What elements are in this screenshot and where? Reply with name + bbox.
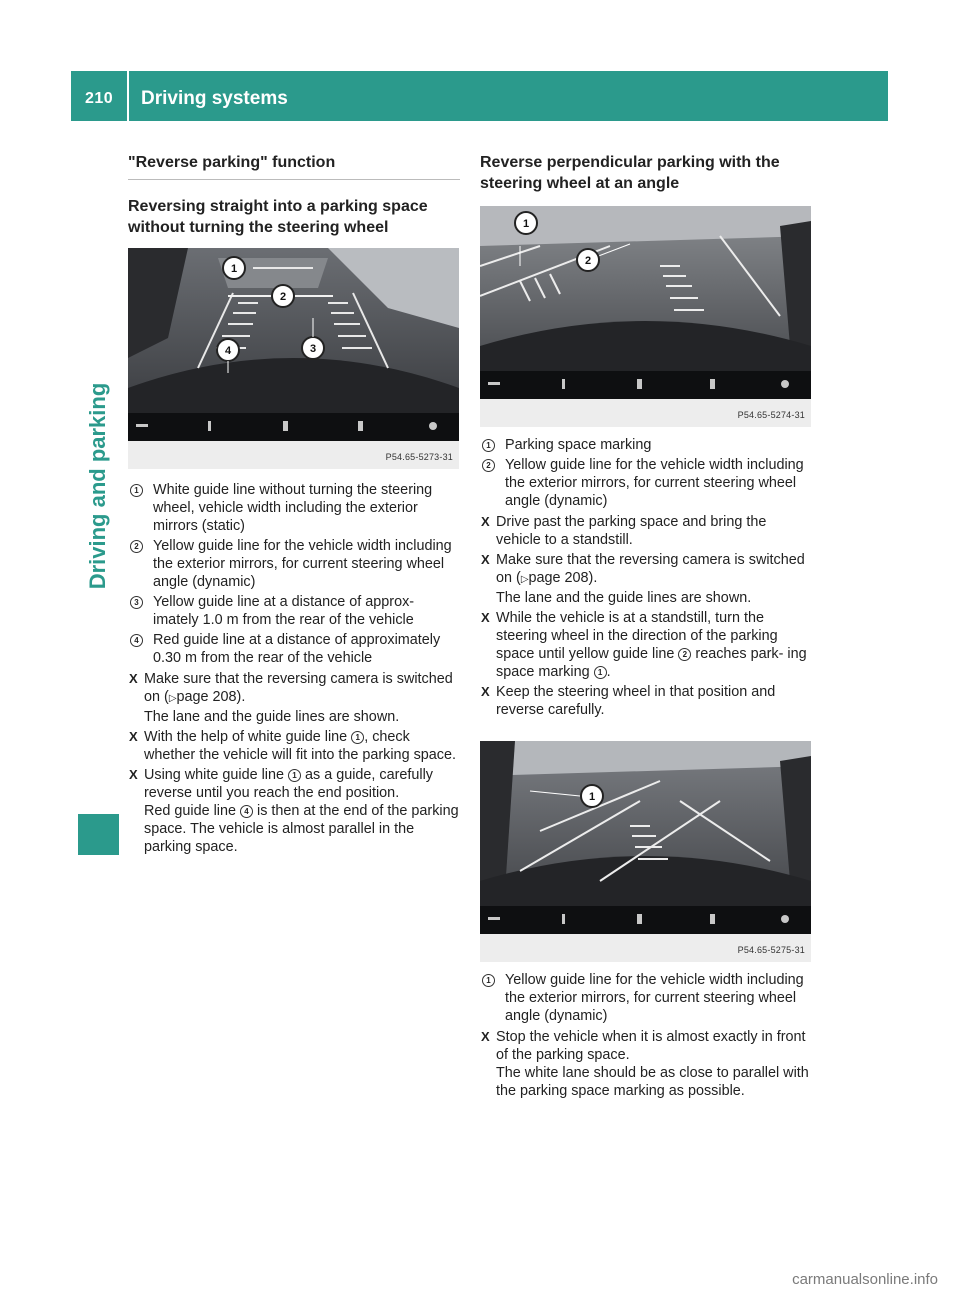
step-arrow-icon: X [129,767,138,782]
page-number: 210 [85,90,114,107]
left-subtitle: Reversing straight into a parking space without turning the steering wheel [128,198,428,236]
legend-list [128,481,460,667]
step-list [480,513,812,719]
figure-reference: P54.65-5273-31 [385,452,453,462]
chapter-title: Driving systems [141,88,288,109]
legend-item: 1 Yellow guide line for the vehicle width including the exterior mirrors, for current steering wheel angle (dynamic) [480,971,812,1025]
figure-reference: P54.65-5275-31 [737,945,805,955]
legend-item: 2 Yellow guide line for the vehicle width including the exterior mirrors, for current steering wheel angle (dynamic) [128,537,460,591]
step-arrow-icon: X [481,684,490,699]
legend-item: 1 White guide line without turning the steering wheel, vehicle width including the exterior mirrors (static) [128,481,460,535]
step-list [128,670,460,856]
camera-image-3 [480,741,811,962]
callout-1: 1 [588,791,596,803]
section-title: "Reverse parking" function [128,150,460,180]
step-item: X Keep the steering wheel in that position and reverse carefully. [481,684,776,718]
callout-1: 1 [230,263,238,275]
page-ref-icon: ▷ [520,574,529,585]
step-arrow-icon: X [481,514,490,529]
step-arrow-icon: X [129,729,138,744]
step-arrow-icon: X [481,1029,490,1044]
camera-image-2 [480,206,811,427]
legend-list [480,436,812,510]
callout-1: 1 [522,218,530,230]
left-column [128,150,460,858]
step-arrow-icon: X [129,671,138,686]
legend-item: 1 Parking space marking [480,436,812,454]
callout-4: 4 [224,345,232,357]
page-header [71,71,888,121]
side-tab-marker [78,814,119,855]
right-subtitle: Reverse perpendicular parking with the steering wheel at an angle [480,154,780,192]
callout-2: 2 [279,291,287,303]
camera-figure-1 [128,248,459,469]
side-tab-label: Driving and parking [85,382,110,590]
page-link[interactable]: page 208 [176,689,237,705]
right-column [480,150,812,1102]
camera-figure-3 [480,741,811,962]
watermark[interactable]: carmanualsonline.info [792,1271,938,1288]
header-divider [127,71,129,121]
step-item: X With the help of white guide line 1 , check whether the vehicle will fit into the parking space. [129,729,456,763]
step-arrow-icon: X [481,610,490,625]
page-link[interactable]: page 208 [528,570,589,586]
step-item: X Make sure that the reversing camera is switched on (▷page 208). The lane and the guide lines are shown. [129,671,453,725]
step-item: X Drive past the parking space and bring the vehicle to a standstill. [481,514,767,548]
step-arrow-icon: X [481,552,490,567]
step-item: X While the vehicle is at a standstill, turn the steering wheel in the direction of the parking space until yellow guide line 2 reaches park- ing space marking 1 . [481,610,807,680]
callout-3: 3 [309,343,317,355]
camera-image-1 [128,248,459,469]
callout-2: 2 [584,255,592,267]
side-tab [78,246,118,726]
step-item: X Stop the vehicle when it is almost exactly in front of the parking space. The white lane should be as close to parallel with the parking space marking as possible. [481,1029,809,1099]
step-item: X Using white guide line 1 as a guide, carefully reverse until you reach the end position. Red guide line 4 is then at the end of the parking space. The vehicle is almost parallel in the parking space. [129,767,459,855]
legend-item: 2 Yellow guide line for the vehicle width including the exterior mirrors, for current steering wheel angle (dynamic) [480,456,812,510]
figure-reference: P54.65-5274-31 [737,410,805,420]
legend-item: 3 Yellow guide line at a distance of approx- imately 1.0 m from the rear of the vehicle [128,593,460,629]
step-item: X Make sure that the reversing camera is switched on (▷page 208). The lane and the guide lines are shown. [481,552,805,606]
step-list [480,1028,812,1100]
page-ref-icon: ▷ [168,693,177,704]
camera-figure-2 [480,206,811,427]
legend-item: 4 Red guide line at a distance of approximately 0.30 m from the rear of the vehicle [128,631,460,667]
legend-list [480,971,812,1025]
